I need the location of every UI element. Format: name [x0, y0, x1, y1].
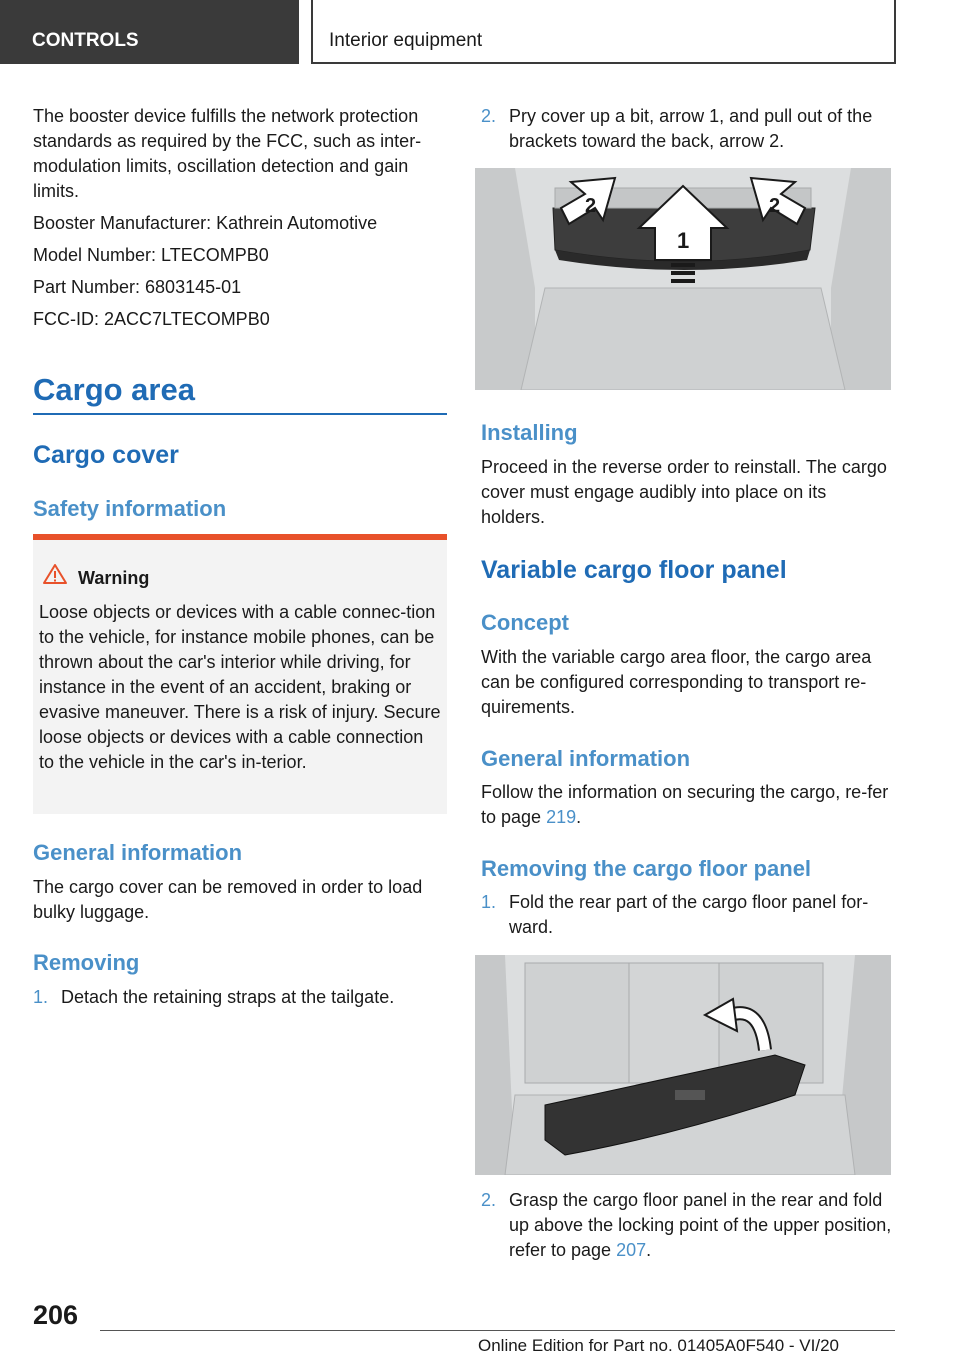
step-number: 2.: [481, 1190, 497, 1210]
concept-text: With the variable cargo area floor, the cargo area can be configured corresponding to transport re-quirements.: [481, 647, 872, 717]
heading-general-information: General information: [33, 840, 243, 865]
booster-model: Model Number: LTECOMPB0: [33, 245, 269, 265]
cargo-floor-illustration: [475, 955, 891, 1175]
figure-label: 2: [769, 195, 781, 217]
edition-text: Online Edition for Part no. 01405A0F540 - VI/20: [478, 1336, 840, 1355]
booster-intro: The booster device fulfills the network protection standards as required by the FCC, such as inter-modulation limits, oscillation detection and gain limits.: [33, 106, 422, 201]
general-floor-text: Follow the information on securing the cargo, re-fer to page 219.: [481, 782, 889, 827]
list-item: [481, 104, 893, 151]
step-text-body: Grasp the cargo floor panel in the rear and fold up above the locking point of the upper position, refer to page: [509, 1190, 892, 1260]
section-label: CONTROLS: [32, 30, 139, 51]
heading-concept: Concept: [481, 610, 569, 635]
step-number: 1.: [481, 892, 497, 912]
heading-removing-floor-panel: Removing the cargo floor panel: [481, 856, 812, 881]
page-link[interactable]: 207: [616, 1240, 647, 1260]
step-text: Fold the rear part of the cargo floor panel for-ward.: [509, 892, 869, 937]
cargo-cover-illustration: [475, 168, 891, 390]
heading-safety-information: Safety information: [33, 496, 227, 521]
figure-label: 1: [677, 228, 690, 253]
step-number: 2.: [481, 106, 497, 126]
heading-cargo-cover: Cargo cover: [33, 441, 179, 469]
page-number: 206: [33, 1300, 79, 1330]
installing-text: Proceed in the reverse order to reinstall. The cargo cover must engage audibly into place on its holders.: [481, 457, 887, 527]
step-text: Detach the retaining straps at the tailgate.: [61, 987, 395, 1007]
cargo-cover-removal-figure: [475, 168, 891, 390]
heading-rule: [33, 413, 447, 415]
general-text: The cargo cover can be removed in order to load bulky luggage.: [33, 877, 423, 922]
chapter-tab: [311, 0, 896, 64]
list-item: [481, 1188, 893, 1260]
warning-text: Loose objects or devices with a cable connec-tion to the vehicle, for instance mobile phones, can be thrown about the car's interior while driving, for instance in the event of an accident, braking or evasive maneuver. There is a risk of injury. Secure loose objects or devices with a cable connection to the vehicle in the car's in-terior.: [39, 602, 441, 772]
booster-fcc: FCC-ID: 2ACC7LTECOMPB0: [33, 309, 270, 329]
heading-cargo-area: Cargo area: [33, 372, 195, 407]
list-item: [33, 985, 449, 1010]
heading-installing: Installing: [481, 420, 578, 445]
page-link[interactable]: 219: [546, 807, 577, 827]
heading-general-information-floor: General information: [481, 746, 691, 771]
warning-title: Warning: [78, 568, 150, 588]
heading-variable-cargo-floor: Variable cargo floor panel: [481, 556, 787, 584]
chapter-label: Interior equipment: [329, 30, 483, 51]
step-text: Grasp the cargo floor panel in the rear and fold up above the locking point of the upper position, refer to page 207.: [509, 1190, 892, 1260]
step-text: Pry cover up a bit, arrow 1, and pull out of the brackets toward the back, arrow 2.: [509, 106, 873, 151]
step-number: 1.: [33, 987, 49, 1007]
warning-box: [33, 534, 447, 814]
booster-manufacturer: Booster Manufacturer: Kathrein Automotive: [33, 213, 378, 233]
figure-label: 2: [585, 195, 597, 217]
booster-part: Part Number: 6803145-01: [33, 277, 242, 297]
general-floor-text-body: Follow the information on securing the cargo, re-fer to page: [481, 782, 889, 827]
heading-removing: Removing: [33, 950, 140, 975]
section-tab: [0, 0, 299, 64]
footer-rule: [100, 1330, 895, 1331]
list-item: [481, 890, 893, 937]
warning-triangle-icon: [42, 563, 68, 585]
cargo-floor-panel-figure: [475, 955, 891, 1175]
